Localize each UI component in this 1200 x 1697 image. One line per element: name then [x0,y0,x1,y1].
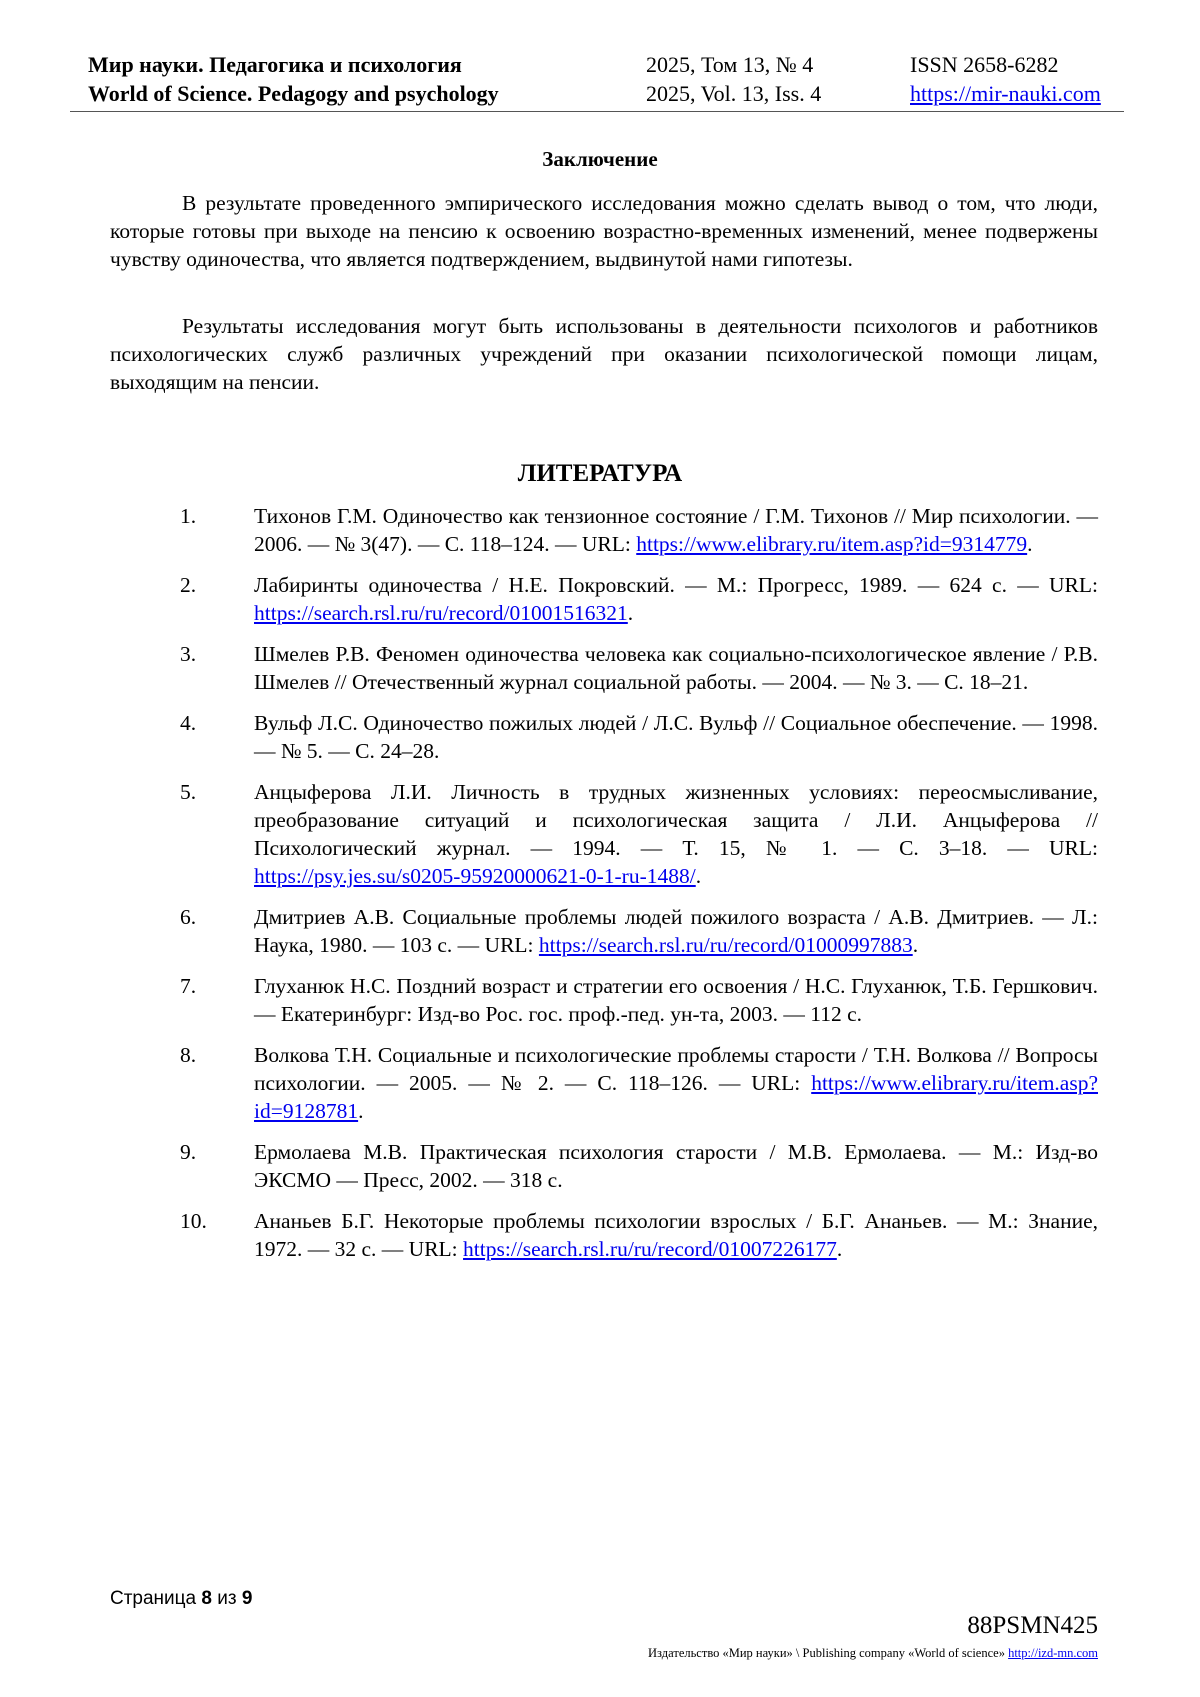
conclusion-title: Заключение [542,147,658,171]
reference-end: . [695,864,702,888]
reference-link[interactable]: https://search.rsl.ru/ru/record/01007226177 [463,1237,837,1261]
references-title: ЛИТЕРАТУРА [517,460,683,487]
reference-item [110,1138,1098,1194]
references-list [110,502,1098,1276]
reference-number: 5. [180,780,197,804]
reference-number: 10. [180,1209,207,1233]
issn-block [910,50,1101,108]
reference-body [254,502,1098,558]
article-code: 88PSMN425 [967,1612,1098,1639]
reference-item [110,778,1098,890]
reference-item [110,709,1098,765]
reference-number: 8. [180,1043,197,1067]
reference-end: . [358,1099,364,1123]
publisher-line [648,1646,1098,1661]
reference-item [110,903,1098,959]
reference-number: 6. [180,905,197,929]
reference-link[interactable]: https://www.elibrary.ru/item.asp?id=9314779 [636,532,1028,556]
reference-text: Глуханюк Н.С. Поздний возраст и стратегии его освоения / Н.С. Глуханюк, Т.Б. Гершкович. — Екатеринбург: Изд-во Рос. гос. проф.-пед. ун-та, 2003. — 112 с. [254,974,1098,1026]
reference-text: Анцыферова Л.И. Личность в трудных жизненных условиях: переосмысливание, преобразование ситуаций и психологическая защита / Л.И. Анцыферова // Психологический журнал. — 1994. — Т. 15, № 1. — С. 3–18. — URL: [254,780,1098,860]
conclusion-paragraph: Результаты исследования могут быть использованы в деятельности психологов и работников психологических служб различных учреждений при оказании психологической помощи лицам, выходящим на пенсии. [110,314,1098,394]
reference-body [254,778,1098,890]
issue-ru: 2025, Том 13, № 4 [646,52,814,77]
page-sep: из [217,1588,237,1609]
reference-body [254,972,1098,1028]
reference-end: . [1027,532,1033,556]
publisher-link[interactable]: http://izd-mn.com [1008,1646,1098,1660]
header-divider [70,111,1124,112]
reference-text: Тихонов Г.М. Одиночество как тензионное состояние / Г.М. Тихонов // Мир психологии. — 2006. — № 3(47). — С. 118–124. — URL: [254,504,1098,556]
reference-end: . [836,1237,843,1261]
reference-link[interactable]: https://search.rsl.ru/ru/record/01001516321 [254,601,628,625]
reference-item [110,640,1098,696]
reference-number: 9. [180,1140,197,1164]
page-number [110,1588,252,1610]
journal-title-ru: Мир науки. Педагогика и психология [88,52,462,77]
reference-item [110,1041,1098,1125]
reference-text: Ермолаева М.В. Практическая психология старости / М.В. Ермолаева. — М.: Изд-во ЭКСМО — Пресс, 2002. — 318 с. [254,1140,1098,1192]
reference-item [110,1207,1098,1263]
reference-body [254,1138,1098,1194]
reference-body [254,640,1098,696]
page-prefix: Страница [110,1588,197,1609]
reference-end: . [912,933,919,957]
reference-item [110,571,1098,627]
reference-item [110,972,1098,1028]
reference-link[interactable]: https://psy.jes.su/s0205-95920000621-0-1-ru-1488/ [254,864,696,888]
journal-title-block [88,50,499,108]
reference-body [254,903,1098,959]
reference-end: . [627,601,634,625]
journal-title-en: World of Science. Pedagogy and psychology [88,81,499,106]
issue-en: 2025, Vol. 13, Iss. 4 [646,81,822,106]
reference-number: 2. [180,573,197,597]
reference-number: 4. [180,711,197,735]
publisher-text: Издательство «Мир науки» \ Publishing company «World of science» [648,1646,1005,1660]
page-current: 8 [201,1588,212,1609]
reference-number: 3. [180,642,197,666]
reference-number: 7. [180,974,197,998]
reference-body [254,571,1098,627]
reference-text: Ананьев Б.Г. Некоторые проблемы психологии взрослых / Б.Г. Ананьев. — М.: Знание, 1972. — 32 с. — URL: [254,1209,1098,1261]
reference-text: Вульф Л.С. Одиночество пожилых людей / Л.С. Вульф // Социальное обеспечение. — 1998. — № 5. — С. 24–28. [254,711,1098,763]
page-total: 9 [241,1588,253,1609]
reference-text: Волкова Т.Н. Социальные и психологические проблемы старости / Т.Н. Волкова // Вопросы психологии. — 2005. — № 2. — С. 118–126. — URL: [254,1043,1098,1095]
issn: ISSN 2658-6282 [910,52,1059,77]
journal-header [70,50,1124,112]
reference-number: 1. [180,504,197,528]
issue-block [646,50,821,108]
conclusion-paragraph: В результате проведенного эмпирического исследования можно сделать вывод о том, что люди, которые готовы при выходе на пенсию к освоению возрастно-временных изменений, менее подвержены чувству одиночества, что является подтверждением, выдвинутой нами гипотезы. [110,191,1098,271]
reference-body [254,1041,1098,1125]
reference-item [110,502,1098,558]
journal-site-link[interactable]: https://mir-nauki.com [910,81,1101,106]
reference-text: Дмитриев А.В. Социальные проблемы людей пожилого возраста / А.В. Дмитриев. — Л.: Наука, 1980. — 103 с. — URL: [254,905,1098,957]
reference-text: Лабиринты одиночества / Н.Е. Покровский. — М.: Прогресс, 1989. — 624 с. — URL: [254,573,1098,597]
reference-link[interactable]: https://search.rsl.ru/ru/record/01000997883 [538,933,913,957]
reference-text: Шмелев Р.В. Феномен одиночества человека как социально-психологическое явление / Р.В. Шмелев // Отечественный журнал социальной работы. — 2004. — № 3. — С. 18–21. [254,642,1098,694]
reference-body [254,709,1098,765]
reference-link[interactable]: https://www.elibrary.ru/item.asp?id=9128781 [254,1071,1098,1123]
reference-body [254,1207,1098,1263]
